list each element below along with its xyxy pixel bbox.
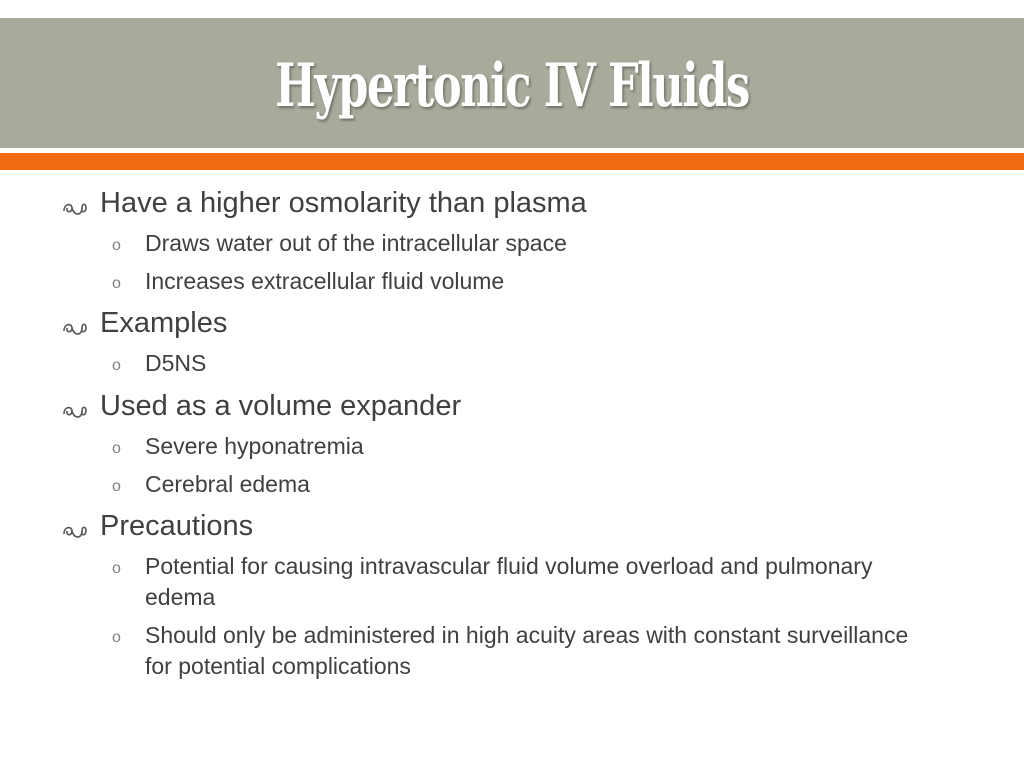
- sub-bullet: Draws water out of the intracellular space: [145, 230, 567, 256]
- section-heading: Precautions: [100, 510, 254, 542]
- sub-bullet: Should only be administered in high acuity areas with constant surveillance for potential complications: [145, 622, 909, 679]
- section-heading: Examples: [100, 307, 228, 339]
- sub-bullet: D5NS: [145, 350, 207, 376]
- circle-bullet-icon: o: [112, 357, 121, 374]
- circle-bullet-icon: o: [112, 237, 121, 254]
- sub-bullet: Increases extracellular fluid volume: [145, 268, 505, 294]
- swirl-bullet-icon: [61, 189, 89, 225]
- sub-bullet: Severe hyponatremia: [145, 433, 364, 459]
- circle-bullet-icon: o: [112, 629, 121, 646]
- swirl-bullet-icon: [61, 309, 89, 345]
- slide-title: Hypertonic IV Fluids: [275, 51, 749, 121]
- section-heading: Used as a volume expander: [100, 390, 462, 422]
- swirl-bullet-icon: [61, 392, 89, 428]
- sub-bullet: Cerebral edema: [145, 471, 310, 497]
- circle-bullet-icon: o: [112, 478, 121, 495]
- circle-bullet-icon: o: [112, 275, 121, 292]
- circle-bullet-icon: o: [112, 440, 121, 457]
- circle-bullet-icon: o: [112, 560, 121, 577]
- sub-bullet: Potential for causing intravascular fluid volume overload and pulmonary edema: [145, 553, 873, 610]
- section-heading: Have a higher osmolarity than plasma: [100, 187, 587, 219]
- swirl-bullet-icon: [61, 512, 89, 548]
